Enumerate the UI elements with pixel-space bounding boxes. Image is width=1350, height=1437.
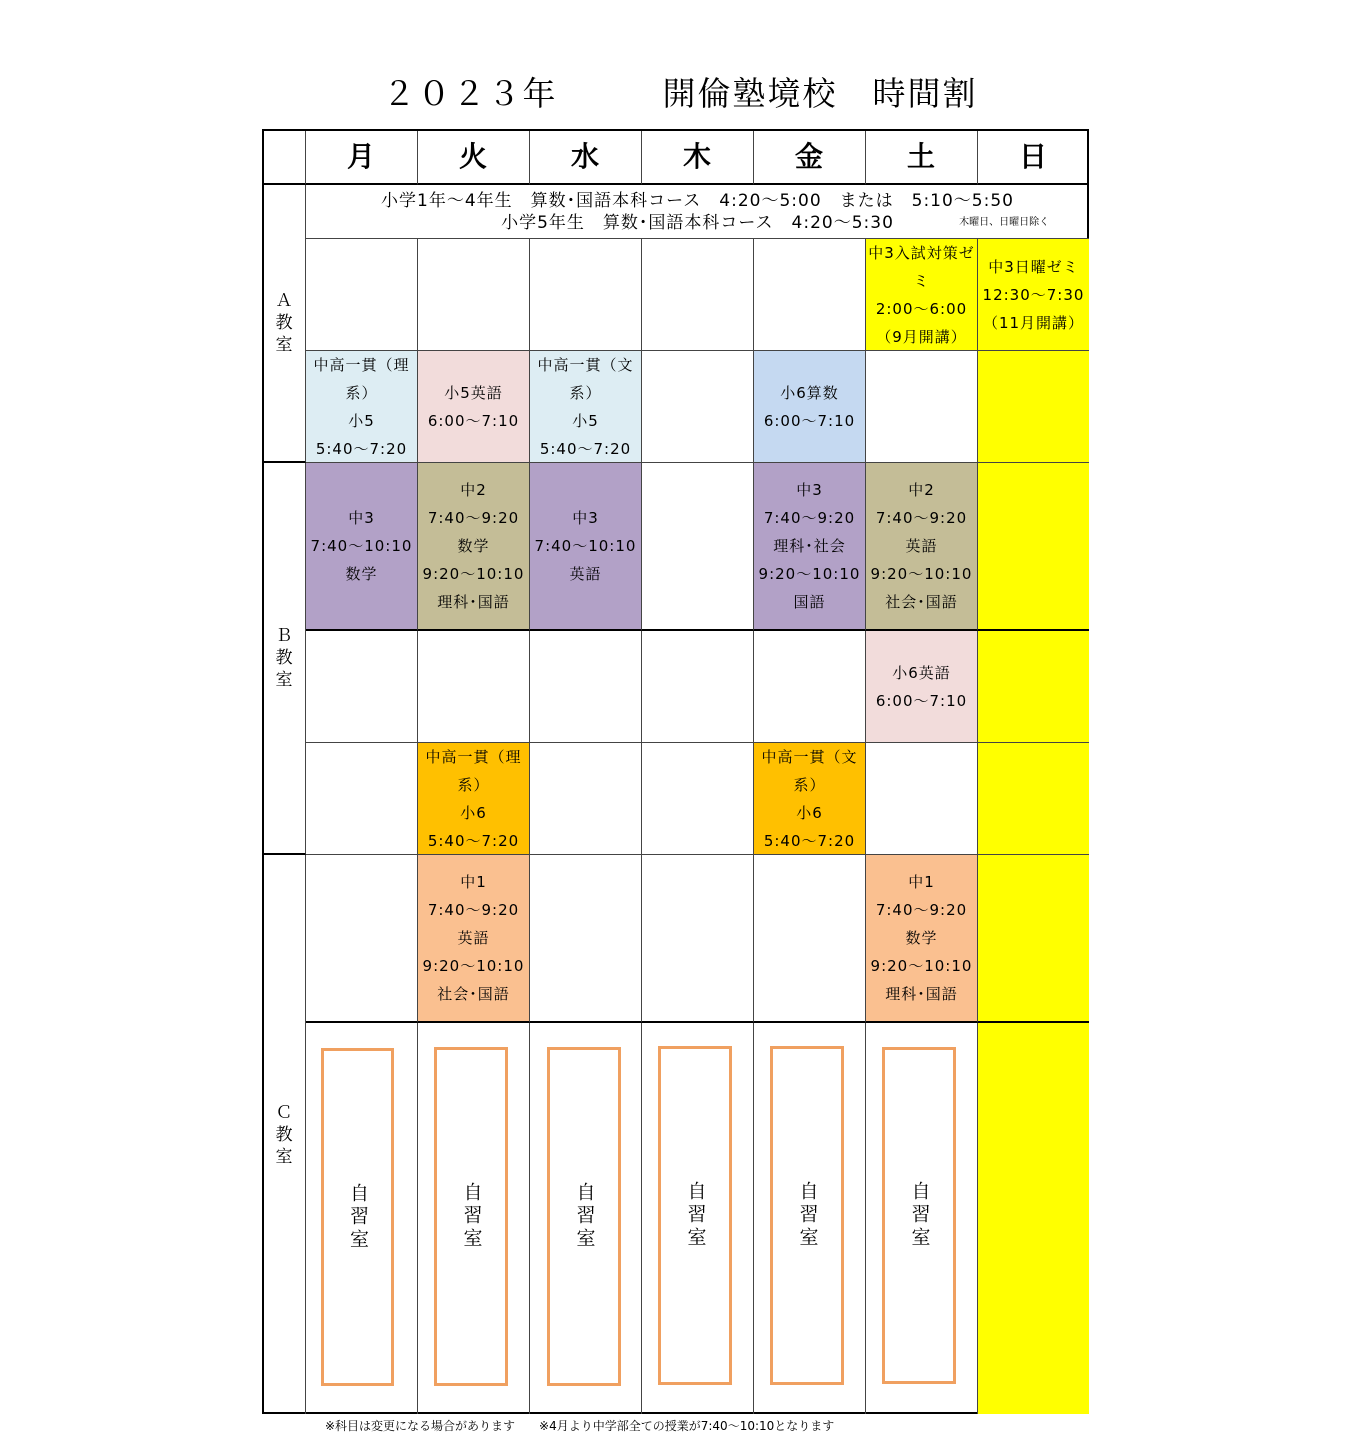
class-line: 5:40～7:20 [763, 831, 856, 850]
class-slot [754, 239, 866, 351]
class-line: 9:20～10:10 [422, 565, 525, 583]
class-line: 理科･国語 [437, 593, 510, 611]
study-room-label: 自習室 [908, 1181, 931, 1250]
class-line: 小5英語 [444, 383, 503, 402]
class-line: 中1 [460, 873, 487, 891]
class-line: 国語 [793, 593, 826, 611]
class-slot [754, 631, 866, 743]
day-header-wed [530, 131, 642, 185]
class-slot-sat_a1 [866, 239, 978, 351]
class-line: 6:00～7:10 [763, 411, 856, 430]
class-line: 社会･国語 [885, 593, 958, 611]
class-line: 小6 [460, 803, 487, 822]
study-room-cell-fri [754, 1023, 866, 1414]
class-slot [306, 743, 418, 855]
class-line: 7:40～9:20 [427, 901, 520, 919]
class-line: 小6 [796, 803, 823, 822]
day-label: 火 [458, 140, 488, 173]
elementary-course-note [306, 185, 1089, 239]
class-line: 2:00～6:00 [875, 299, 968, 318]
class-slot-tue_a3 [418, 463, 530, 631]
class-line: 中3 [572, 509, 599, 527]
day-header-thu [642, 131, 754, 185]
day-label: 水 [570, 140, 600, 173]
class-line: 理科･社会 [773, 537, 846, 555]
class-line: 6:00～7:10 [427, 411, 520, 430]
class-line: 小6算数 [780, 383, 839, 402]
study-room-label: 自習室 [573, 1182, 596, 1251]
class-slot-wed_a3 [530, 463, 642, 631]
room-label-b [264, 463, 306, 855]
class-line: 5:40～7:20 [427, 831, 520, 850]
study-room-cell-sat [866, 1023, 978, 1414]
day-header-tue [418, 131, 530, 185]
class-line: 数学 [345, 565, 378, 583]
class-slot [978, 631, 1089, 743]
class-slot [530, 743, 642, 855]
class-slot-sat_a3 [866, 463, 978, 631]
study-room-cell-tue [418, 1023, 530, 1414]
study-room-label: 自習室 [684, 1181, 707, 1250]
study-room-cell-sun [978, 1023, 1089, 1414]
room-label-c [264, 855, 306, 1414]
class-slot-fri_a3 [754, 463, 866, 631]
study-room-label: 自習室 [460, 1182, 483, 1251]
class-slot [978, 743, 1089, 855]
class-slot [642, 351, 754, 463]
corner-cell [264, 131, 306, 185]
class-line: 7:40～9:20 [427, 509, 520, 527]
class-line: 中高一貫（文系） [761, 747, 858, 794]
class-line: 7:40～10:10 [310, 537, 413, 555]
class-line: 英語 [905, 537, 938, 555]
study-room-cell-wed [530, 1023, 642, 1414]
day-label: 日 [1018, 140, 1048, 173]
class-slot [866, 743, 978, 855]
class-line: 中2 [460, 481, 487, 499]
class-line: 9:20～10:10 [870, 565, 973, 583]
note-line2 [501, 212, 1050, 234]
class-line: （9月開講） [876, 327, 967, 346]
class-slot-tue_b2 [418, 743, 530, 855]
class-line: 7:40～10:10 [534, 537, 637, 555]
class-slot [754, 855, 866, 1023]
class-line: 理科･国語 [885, 985, 958, 1003]
day-label: 金 [794, 140, 824, 173]
room-name: Ａ 教 室 [275, 291, 294, 355]
class-line: 社会･国語 [437, 985, 510, 1003]
class-slot-mon_a2 [306, 351, 418, 463]
class-slot [530, 239, 642, 351]
day-label: 木 [682, 140, 712, 173]
class-line: 12:30～7:30 [982, 285, 1085, 304]
class-slot-sat_b3 [866, 855, 978, 1023]
class-line: 英語 [569, 565, 602, 583]
class-slot-tue_b3 [418, 855, 530, 1023]
note-aside: 木曜日、日曜日除く [959, 216, 1050, 228]
footer-note: ※科目は変更になる場合があります ※4月より中学部全ての授業が7:40～10:10となります [325, 1419, 835, 1433]
class-slot-fri_a2 [754, 351, 866, 463]
room-name: Ｃ 教 室 [275, 1102, 294, 1167]
class-line: 中3日曜ゼミ [988, 257, 1079, 276]
day-header-mon [306, 131, 418, 185]
class-line: 中高一貫（理系） [425, 747, 522, 794]
class-line: 中高一貫（理系） [313, 355, 410, 402]
class-line: 6:00～7:10 [875, 691, 968, 710]
class-line: 中3 [348, 509, 375, 527]
class-slot [530, 631, 642, 743]
class-line: 数学 [457, 537, 490, 555]
study-room-cell-mon [306, 1023, 418, 1414]
class-line: 5:40～7:20 [539, 439, 632, 458]
class-line: 中3入試対策ゼミ [868, 243, 975, 290]
day-header-fri [754, 131, 866, 185]
note-line1: 小学1年～4年生 算数･国語本科コース 4:20～5:00 または 5:10～5:50 [381, 190, 1014, 211]
class-line: 7:40～9:20 [763, 509, 856, 527]
study-room-box [547, 1047, 621, 1386]
class-slot [642, 239, 754, 351]
class-line: 英語 [457, 929, 490, 947]
class-slot-fri_b2 [754, 743, 866, 855]
class-slot [978, 463, 1089, 631]
class-slot [418, 631, 530, 743]
class-line: 中1 [908, 873, 935, 891]
class-line: 5:40～7:20 [315, 439, 408, 458]
timetable-grid [262, 129, 1089, 1414]
study-room-box [658, 1046, 732, 1385]
class-slot [978, 351, 1089, 463]
class-slot-tue_a2 [418, 351, 530, 463]
class-line: 中高一貫（文系） [537, 355, 634, 402]
class-line: 9:20～10:10 [870, 957, 973, 975]
study-room-label: 自習室 [347, 1182, 369, 1252]
room-name: Ｂ 教 室 [275, 626, 294, 690]
class-line: 7:40～9:20 [875, 901, 968, 919]
class-slot [642, 631, 754, 743]
day-label: 月 [346, 140, 376, 173]
day-header-sat [866, 131, 978, 185]
class-line: 中3 [796, 481, 823, 499]
class-line: （11月開講） [982, 313, 1085, 332]
study-room-cell-thu [642, 1023, 754, 1414]
class-slot [866, 351, 978, 463]
study-room-label: 自習室 [796, 1181, 819, 1250]
class-slot-mon_a3 [306, 463, 418, 631]
class-line: 数学 [905, 929, 938, 947]
day-header-sun [978, 131, 1089, 185]
class-slot-wed_a2 [530, 351, 642, 463]
class-slot [418, 239, 530, 351]
class-slot [306, 855, 418, 1023]
class-line: 小5 [348, 411, 375, 430]
class-slot [306, 631, 418, 743]
note-line2-text: 小学5年生 算数･国語本科コース 4:20～5:30 [501, 212, 894, 233]
class-slot [306, 239, 418, 351]
page-title: ２０２３年 開倫塾境校 時間割 [382, 74, 978, 113]
class-slot [642, 463, 754, 631]
day-label: 土 [906, 140, 936, 173]
class-line: 7:40～9:20 [875, 509, 968, 527]
class-line: 小5 [572, 411, 599, 430]
class-line: 9:20～10:10 [758, 565, 861, 583]
room-label-a [264, 185, 306, 463]
class-line: 小6英語 [892, 663, 951, 682]
study-room-box [882, 1047, 956, 1384]
class-line: 9:20～10:10 [422, 957, 525, 975]
study-room-box [321, 1048, 394, 1386]
class-line: 中2 [908, 481, 935, 499]
class-slot [530, 855, 642, 1023]
study-room-box [434, 1047, 508, 1386]
class-slot [642, 743, 754, 855]
class-slot-sat_b1 [866, 631, 978, 743]
study-room-box [770, 1046, 844, 1385]
class-slot [642, 855, 754, 1023]
class-slot-sun_a1 [978, 239, 1089, 351]
class-slot [978, 855, 1089, 1023]
